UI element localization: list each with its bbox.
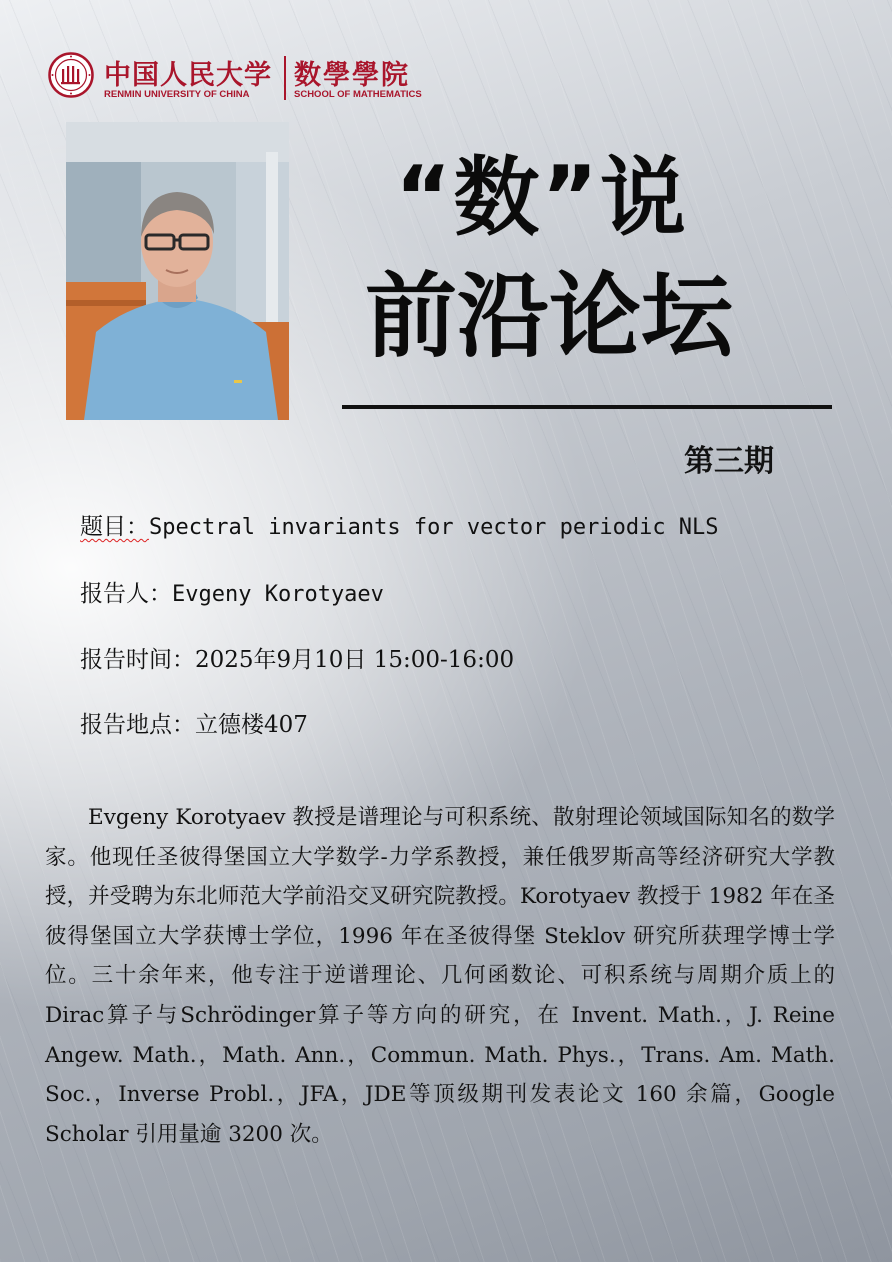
biography-text: Evgeny Korotyaev 教授是谱理论与可积系统、散射理论领域国际知名的数学家。他现任圣彼得堡国立大学数学-力学系教授，兼任俄罗斯高等经济研究大学教授，并受聘为东北师范大学前沿交叉研究院教授。Korotyaev 教授于 1982 年在圣彼得堡国立大学获博士学位，1996 年在圣彼得堡 Steklov 研究所获理学博士学位。三十余年来，他专注于逆谱理论、几何函数论、可积系统与周期介质上的Dirac算子与Schrödinger算子等方向的研究，在 Invent. Math.，J. Reine Angew. Math.，Math. Ann.，Commun. Math. Phys.，Trans. Am. Math. Soc.，Inverse Probl.，JFA，JDE等顶级期刊发表论文 160 余篇，Google Scholar 引用量逾 3200 次。 — [45, 805, 835, 1147]
university-name-en: RENMIN UNIVERSITY OF CHINA — [104, 89, 250, 100]
speaker-line — [80, 575, 384, 608]
speaker-label: 报告人： — [80, 581, 172, 607]
issue-number: 第三期 — [684, 444, 774, 479]
topic-label: 题目： — [80, 514, 149, 540]
poster-title-line2: 前沿论坛 — [365, 263, 734, 370]
place-line — [80, 706, 308, 739]
university-seal-icon — [48, 52, 94, 98]
title-divider — [342, 405, 832, 409]
topic-value: Spectral invariants for vector periodic NLS — [149, 515, 719, 540]
speaker-biography — [45, 798, 835, 1154]
poster-title-line1: “数”说 — [395, 148, 689, 248]
time-value: 2025年9月10日 15:00-16:00 — [195, 647, 515, 673]
time-line — [80, 641, 514, 674]
speaker-portrait — [66, 122, 289, 420]
speaker-value: Evgeny Korotyaev — [172, 582, 384, 607]
school-name-cn: 数學學院 — [294, 60, 410, 91]
school-logo — [48, 52, 448, 104]
school-name-en: SCHOOL OF MATHEMATICS — [294, 89, 422, 100]
logo-divider — [284, 56, 286, 100]
place-value: 立德楼407 — [195, 712, 308, 738]
time-label: 报告时间： — [80, 647, 195, 673]
university-name-cn: 中国人民大学 — [104, 60, 272, 91]
place-label: 报告地点： — [80, 712, 195, 738]
topic-line — [80, 508, 719, 541]
